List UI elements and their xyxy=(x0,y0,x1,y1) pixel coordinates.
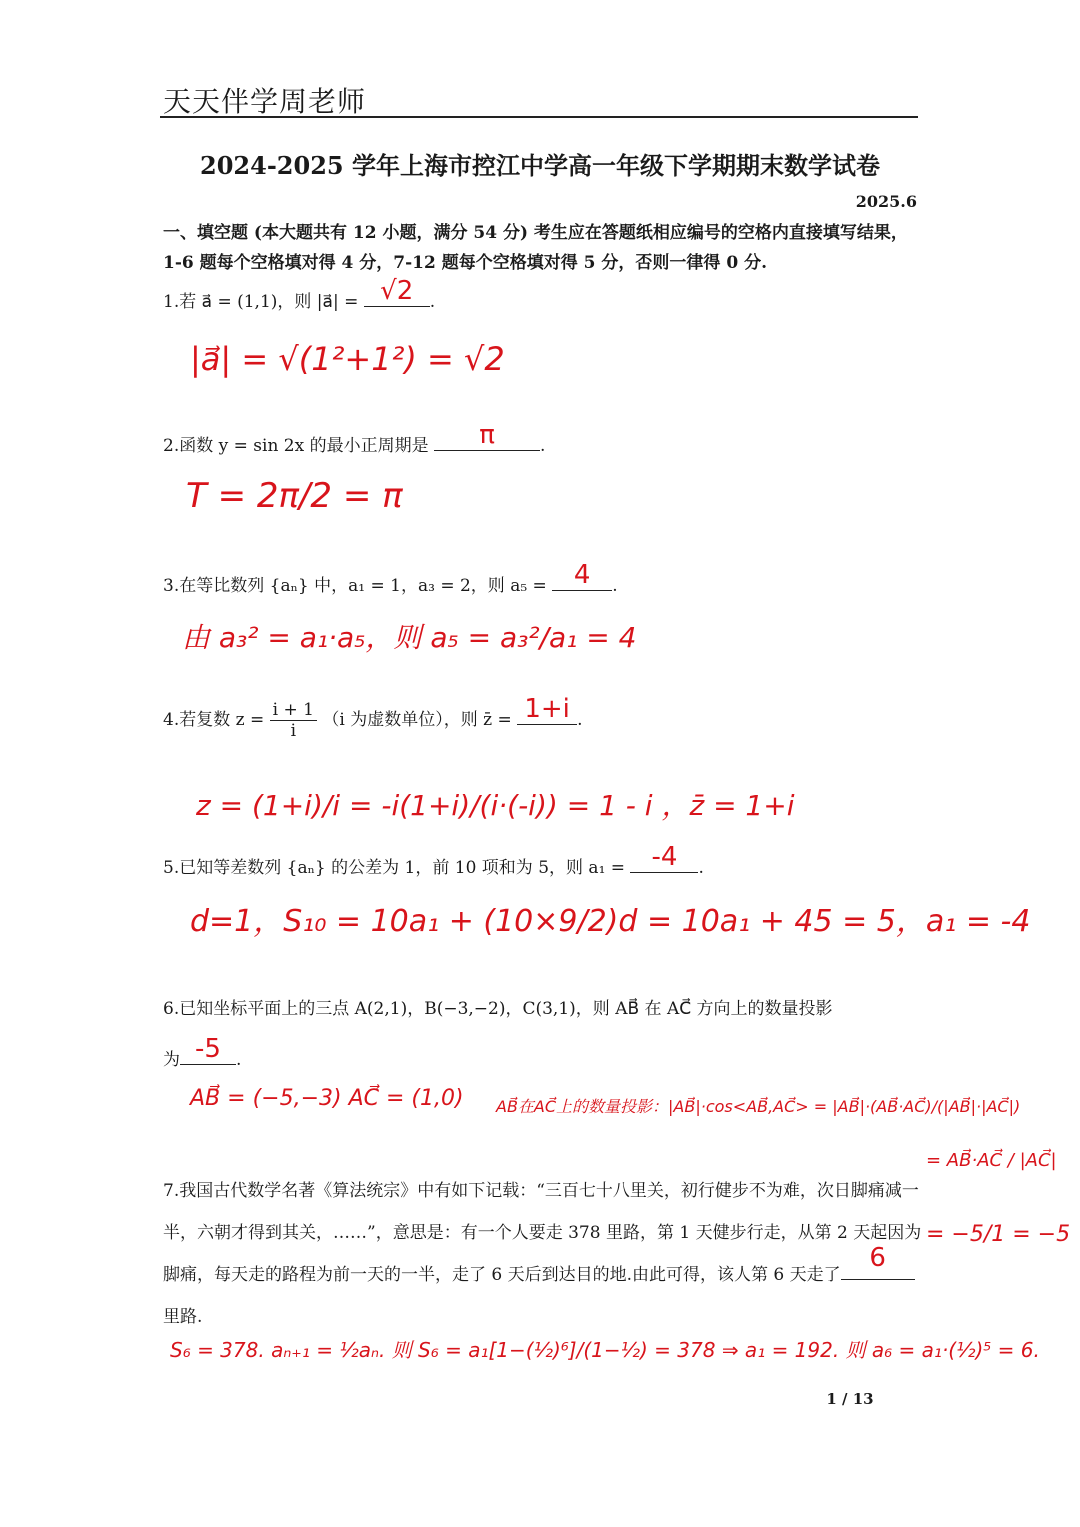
question-1-text: 1.若 a⃗ = (1,1)，则 |a⃗| = xyxy=(163,292,359,312)
question-3-blank xyxy=(552,560,612,591)
question-5-work: d=1，S₁₀ = 10a₁ + (10×9/2)d = 10a₁ + 45 = 5，a₁ = -4 xyxy=(190,904,1031,939)
question-4-work: z = (1+i)/i = -i(1+i)/(i·(-i)) = 1 - i ，z̄ = 1+i xyxy=(196,789,795,822)
question-6-blank xyxy=(180,1034,236,1065)
question-4-answer: 1+i xyxy=(524,694,570,724)
exam-title: 2024-2025 学年上海市控江中学高一年级下学期期末数学试卷 xyxy=(200,151,880,180)
question-1-answer: √2 xyxy=(380,276,414,306)
question-7-answer: 6 xyxy=(869,1243,886,1273)
question-1 xyxy=(163,276,436,312)
question-7-work: S₆ = 378. aₙ₊₁ = ½aₙ. 则 S₆ = a₁[1−(½)⁶]/(1−½) = 378 ⇒ a₁ = 192. 则 a₆ = a₁·(½)⁵ = 6. xyxy=(170,1338,1040,1362)
question-6-line2-prefix: 为 xyxy=(163,1050,180,1070)
question-7-text: 7.我国古代数学名著《算法统宗》中有如下记载：“三百七十八里关，初行健步不为难，次日脚痛减一半，六朝才得到其关，……”，意思是：有一个人要走 378 里路，第 1 天健步行走，从第 2 天起因为脚痛，每天走的路程为前一天的一半，走了 6 天后到达目的地.由此可得，该人第 6 天走了 xyxy=(163,1181,922,1285)
header-title: 天天伴学周老师 xyxy=(163,85,367,118)
question-1-blank xyxy=(364,276,430,307)
question-2-blank xyxy=(434,420,540,451)
question-6-answer: -5 xyxy=(195,1034,221,1064)
section-instructions: 一、填空题 (本大题共有 12 小题，满分 54 分) 考生应在答题纸相应编号的空格内直接填写结果，1-6 题每个空格填对得 4 分，7-12 题每个空格填对得 5 分，否则一律得 0 分. xyxy=(163,223,908,273)
page-number: 1 / 13 xyxy=(826,1390,874,1408)
question-5 xyxy=(163,842,704,878)
question-3-answer: 4 xyxy=(573,560,591,590)
question-6-work-projection: AB⃗在AC⃗上的数量投影：|AB⃗|·cos<AB⃗,AC⃗> = |AB⃗|·(AB⃗·AC⃗)/(|AB⃗|·|AC⃗|) xyxy=(496,1097,1021,1116)
question-4-blank xyxy=(517,694,577,725)
question-2-suffix: . xyxy=(540,436,546,456)
question-1-suffix: . xyxy=(429,292,436,312)
question-5-answer: -4 xyxy=(651,842,678,872)
question-3-work: 由 a₃² = a₁·a₅，则 a₅ = a₃²/a₁ = 4 xyxy=(182,621,637,654)
question-6-text: 6.已知坐标平面上的三点 A(2,1)，B(−3,−2)，C(3,1)，则 AB⃗ 在 AC⃗ 方向上的数量投影 xyxy=(163,999,833,1019)
question-6-suffix: . xyxy=(236,1050,242,1070)
question-5-text: 5.已知等差数列 {aₙ} 的公差为 1，前 10 项和为 5，则 a₁ = xyxy=(163,858,626,878)
question-6-work-vectors: AB⃗ = (−5,−3) AC⃗ = (1,0) xyxy=(190,1086,464,1111)
question-2-work: T = 2π/2 = π xyxy=(186,476,403,516)
question-4-middle: （i 为虚数单位），则 z̄ = xyxy=(322,710,512,730)
question-4-suffix: . xyxy=(577,710,583,730)
question-1-work: |a⃗| = √(1²+1²) = √2 xyxy=(190,340,505,378)
question-4-text: 4.若复数 z = xyxy=(163,710,265,730)
question-5-blank xyxy=(630,842,698,873)
question-4-fraction xyxy=(270,700,317,741)
question-4-denominator: i xyxy=(290,721,297,741)
question-4 xyxy=(163,694,583,741)
question-3-text: 3.在等比数列 {aₙ} 中，a₁ = 1，a₃ = 2，则 a₅ = xyxy=(163,576,547,596)
question-3-suffix: . xyxy=(612,576,618,596)
question-2 xyxy=(163,420,546,456)
header-divider xyxy=(160,116,918,118)
question-7-blank xyxy=(841,1243,915,1280)
question-3 xyxy=(163,560,618,596)
question-6-work-step2: = AB⃗·AC⃗ / |AC⃗| xyxy=(926,1150,1057,1171)
exam-date: 2025.6 xyxy=(855,192,917,211)
question-4-numerator: i + 1 xyxy=(270,700,317,721)
question-6-work-step3: = −5/1 = −5 xyxy=(926,1222,1071,1247)
question-5-suffix: . xyxy=(698,858,704,878)
question-7-suffix: 里路. xyxy=(163,1307,203,1327)
question-7 xyxy=(163,1170,923,1338)
question-2-answer: π xyxy=(479,420,495,450)
question-6 xyxy=(163,994,833,1019)
question-2-text: 2.函数 y = sin 2x 的最小正周期是 xyxy=(163,436,429,456)
question-6-line2 xyxy=(163,1034,242,1070)
